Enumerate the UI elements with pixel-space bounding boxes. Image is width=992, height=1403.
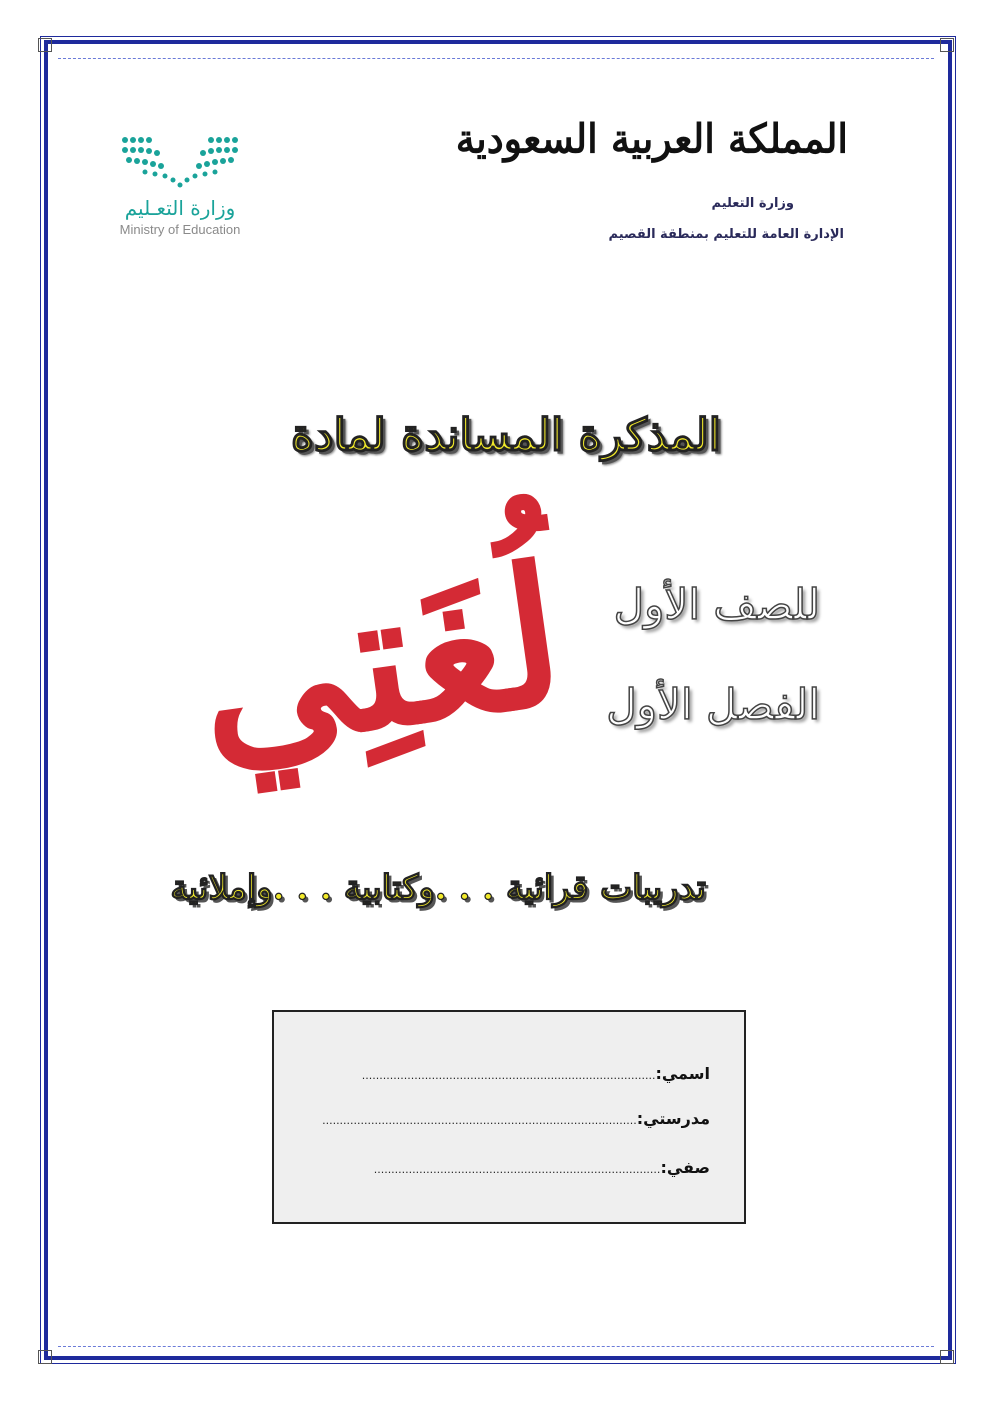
corner-mark-bottom-left	[38, 1350, 52, 1364]
corner-mark-top-left	[38, 38, 52, 52]
name-field[interactable]: ....................................................................................	[361, 1069, 656, 1082]
kingdom-title: المملكة العربية السعودية	[455, 114, 848, 163]
name-label: اسمي:	[655, 1064, 710, 1083]
school-label: مدرستي:	[636, 1109, 710, 1128]
memo-title: المذكرة المساندة لمادة	[290, 410, 722, 461]
name-row	[362, 1064, 710, 1083]
student-info-box	[272, 1010, 746, 1224]
moe-dots-logo-icon	[115, 130, 245, 190]
logo-arabic-text: وزارة التعـليم	[124, 196, 236, 220]
directorate-name: الإدارة العامة للتعليم بمنطقة القصيم	[608, 227, 844, 242]
class-row	[374, 1158, 710, 1177]
kingdom-header	[455, 114, 848, 163]
school-row	[322, 1109, 710, 1128]
school-field[interactable]: ..........................................................................................	[322, 1114, 637, 1127]
subject-title: لُغَتِي	[182, 523, 576, 796]
term-label: الفصل الأول	[606, 680, 820, 729]
corner-mark-top-right	[940, 38, 954, 52]
class-label: صفي:	[660, 1158, 710, 1177]
corner-mark-bottom-right	[940, 1350, 954, 1364]
ministry-name: وزارة التعليم	[711, 196, 794, 211]
subject-logo	[182, 505, 576, 835]
logo-english-text: Ministry of Education	[119, 222, 241, 237]
class-field[interactable]: ..................................................................................	[373, 1163, 661, 1176]
grade-label: للصف الأول	[613, 580, 820, 629]
bottom-dotted-line	[58, 1346, 934, 1347]
ministry-logo	[110, 130, 250, 270]
top-dotted-line	[58, 58, 934, 59]
exercises-title: تدريبات قرائية . . .وكتابية . . .وإملائية	[170, 868, 706, 908]
